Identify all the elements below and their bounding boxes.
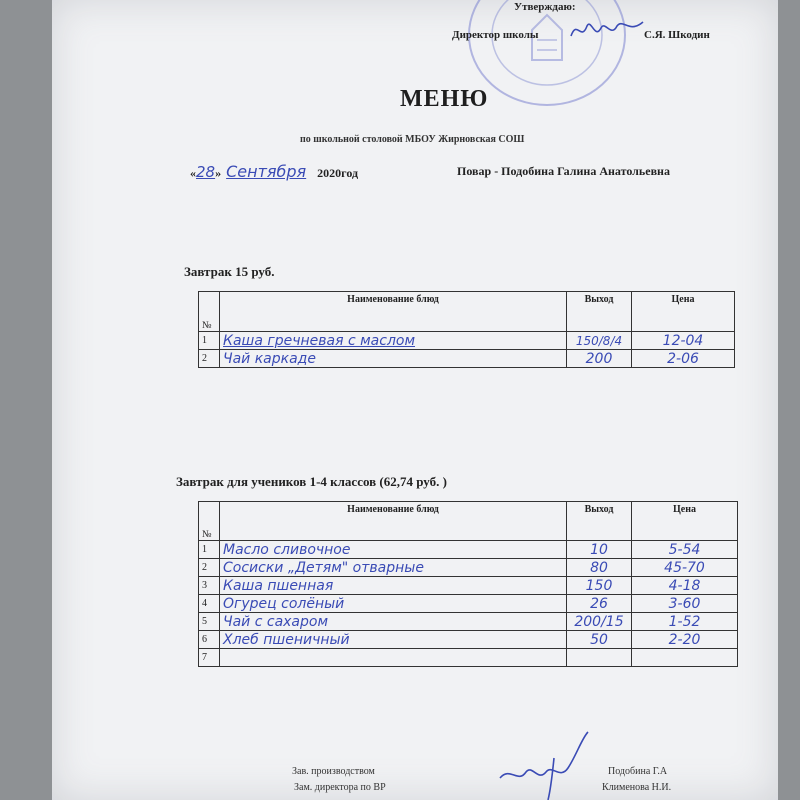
row-num: 2 bbox=[199, 350, 220, 368]
row-output: 26 bbox=[567, 595, 632, 613]
row-name: Огурец солёный bbox=[220, 595, 567, 613]
row-name: Каша гречневая с маслом bbox=[220, 332, 567, 350]
breakfast1-title: Завтрак 15 руб. bbox=[184, 264, 275, 279]
row-name: Каша пшенная bbox=[220, 577, 567, 595]
footer-role-1: Зав. производством bbox=[292, 766, 375, 777]
row-num: 6 bbox=[199, 631, 220, 649]
row-output: 150/8/4 bbox=[567, 332, 632, 350]
row-price: 3-60 bbox=[632, 595, 738, 613]
row-price: 1-52 bbox=[632, 613, 738, 631]
row-output: 200/15 bbox=[567, 613, 632, 631]
header-output: Выход bbox=[567, 292, 632, 332]
table-row bbox=[199, 577, 738, 595]
header-num: № bbox=[199, 292, 220, 332]
table-row bbox=[199, 559, 738, 577]
director-label: Директор школы bbox=[452, 29, 539, 41]
row-output: 150 bbox=[567, 577, 632, 595]
row-num: 2 bbox=[199, 559, 220, 577]
page-title: МЕНЮ bbox=[400, 86, 489, 112]
table-row bbox=[199, 649, 738, 667]
row-price: 12-04 bbox=[632, 332, 735, 350]
row-price: 4-18 bbox=[632, 577, 738, 595]
row-name bbox=[220, 649, 567, 667]
header-name: Наименование блюд bbox=[220, 502, 567, 541]
footer-name-1: Подобина Г.А bbox=[608, 766, 668, 777]
row-num: 1 bbox=[199, 332, 220, 350]
row-num: 7 bbox=[199, 649, 220, 667]
row-name: Хлеб пшеничный bbox=[220, 631, 567, 649]
row-output bbox=[567, 649, 632, 667]
row-price: 2-20 bbox=[632, 631, 738, 649]
approved-label: Утверждаю: bbox=[514, 1, 576, 13]
table-row bbox=[199, 631, 738, 649]
row-price bbox=[632, 649, 738, 667]
row-price: 5-54 bbox=[632, 541, 738, 559]
header-price: Цена bbox=[632, 502, 738, 541]
director-name: С.Я. Шкодин bbox=[644, 29, 710, 41]
cook-line: Повар - Подобина Галина Анатольевна bbox=[457, 164, 670, 178]
row-num: 5 bbox=[199, 613, 220, 631]
breakfast2-title: Завтрак для учеников 1-4 классов (62,74 руб. ) bbox=[176, 474, 447, 489]
header-output: Выход bbox=[567, 502, 632, 541]
table-row bbox=[199, 541, 738, 559]
row-price: 2-06 bbox=[632, 350, 735, 368]
row-price: 45-70 bbox=[632, 559, 738, 577]
row-name: Сосиски „Детям" отварные bbox=[220, 559, 567, 577]
row-output: 80 bbox=[567, 559, 632, 577]
row-output: 200 bbox=[567, 350, 632, 368]
row-name: Масло сливочное bbox=[220, 541, 567, 559]
header-name: Наименование блюд bbox=[220, 292, 567, 332]
footer-signature bbox=[492, 728, 602, 800]
date-month: Сентября bbox=[226, 162, 307, 181]
table-row bbox=[199, 595, 738, 613]
table-row bbox=[199, 613, 738, 631]
row-num: 1 bbox=[199, 541, 220, 559]
row-output: 50 bbox=[567, 631, 632, 649]
table-row bbox=[199, 332, 735, 350]
table-row bbox=[199, 350, 735, 368]
breakfast1-table bbox=[198, 291, 735, 368]
header-price: Цена bbox=[632, 292, 735, 332]
footer-name-2: Клименова Н.И. bbox=[602, 782, 672, 793]
date-line: «28» Сентября 2020год bbox=[190, 162, 359, 181]
menu-sheet bbox=[52, 0, 778, 800]
subtitle: по школьной столовой МБОУ Жирновская СОШ bbox=[300, 134, 525, 145]
date-year: 2020год bbox=[317, 166, 359, 180]
row-num: 3 bbox=[199, 577, 220, 595]
director-signature bbox=[567, 14, 647, 44]
row-name: Чай с сахаром bbox=[220, 613, 567, 631]
row-output: 10 bbox=[567, 541, 632, 559]
header-num: № bbox=[199, 502, 220, 541]
row-num: 4 bbox=[199, 595, 220, 613]
row-name: Чай каркаде bbox=[220, 350, 567, 368]
breakfast2-table bbox=[198, 501, 738, 667]
date-day: 28 bbox=[196, 163, 216, 181]
footer-role-2: Зам. директора по ВР bbox=[294, 782, 386, 793]
